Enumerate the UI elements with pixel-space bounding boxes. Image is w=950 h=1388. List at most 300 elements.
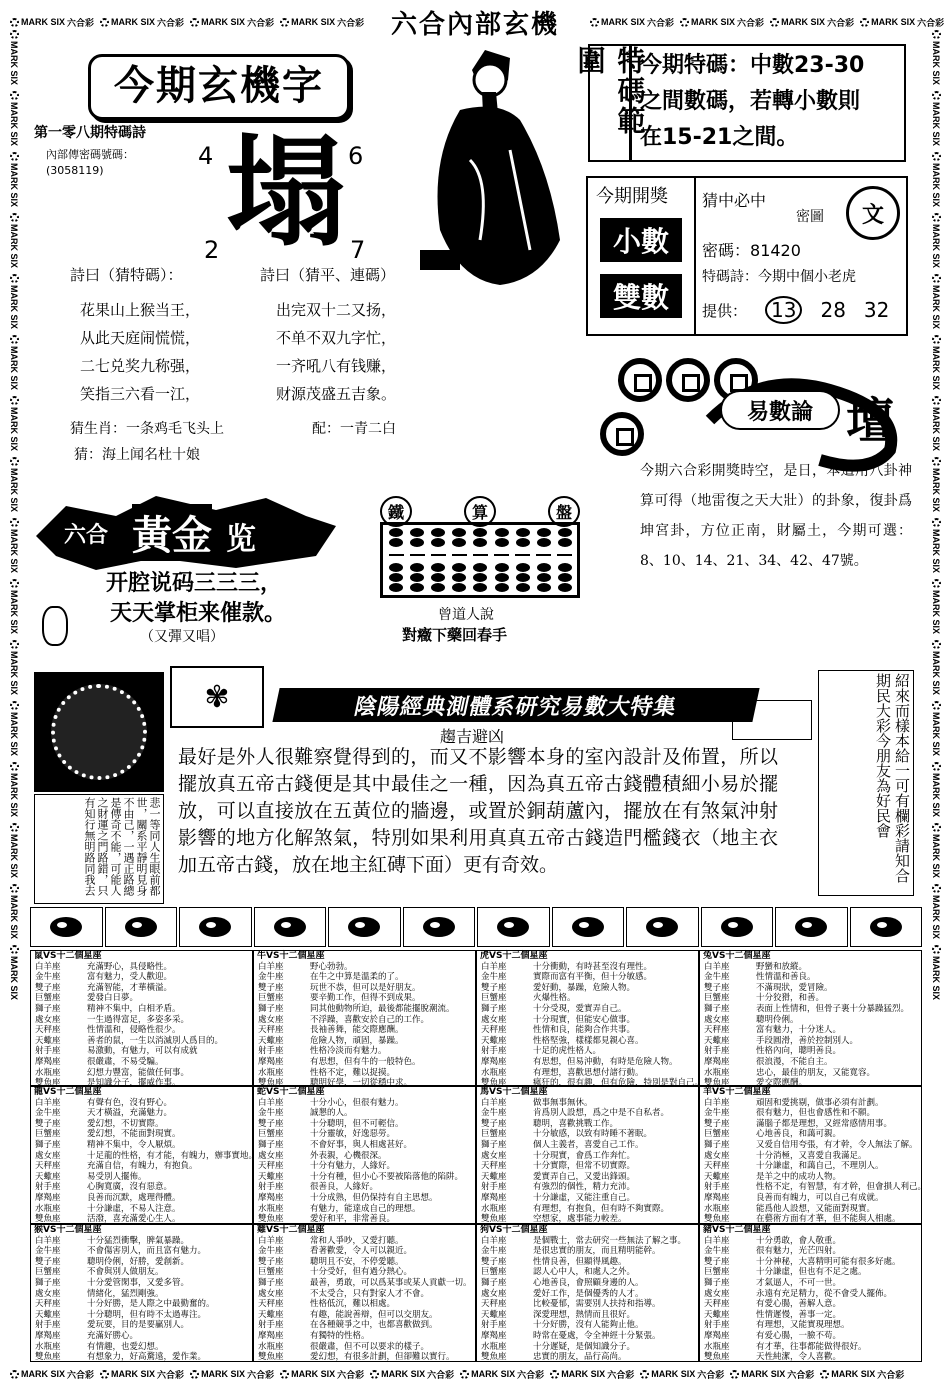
zodiac-row bbox=[254, 1331, 475, 1342]
zodiac-row bbox=[31, 1036, 252, 1047]
brand-token bbox=[9, 91, 19, 146]
flower-icon bbox=[10, 30, 19, 39]
zodiac-sign-name: 雙魚座 bbox=[704, 1352, 730, 1363]
brand-token bbox=[9, 823, 19, 878]
zodiac-row bbox=[700, 1278, 921, 1289]
flower-icon bbox=[932, 945, 941, 954]
brand-token bbox=[9, 640, 19, 695]
zodiac-row bbox=[700, 1193, 921, 1204]
flower-icon bbox=[10, 701, 19, 710]
zodiac-row bbox=[477, 1246, 698, 1257]
flower-icon bbox=[590, 18, 599, 27]
abacus-rod bbox=[556, 527, 572, 593]
zodiac-desc: 認人心中人，和處人之外。 bbox=[533, 1267, 636, 1278]
zodiac-sign-name: 白羊座 bbox=[35, 1235, 61, 1246]
zodiac-row bbox=[254, 993, 475, 1004]
zodiac-sign-name: 巨蟹座 bbox=[258, 1267, 284, 1278]
brand-en: MARK SIX bbox=[9, 41, 19, 86]
zodiac-sign-name: 雙子座 bbox=[481, 982, 507, 993]
zodiac-sign-name: 摩羯座 bbox=[704, 1192, 730, 1203]
zodiac-sign-name: 金牛座 bbox=[258, 1108, 284, 1119]
header-title: 六合內部玄機 bbox=[390, 10, 559, 40]
zodiac-row bbox=[31, 1057, 252, 1068]
left-border bbox=[2, 30, 26, 1366]
zodiac-sign-name: 雙子座 bbox=[704, 1118, 730, 1129]
brand-en: MARK SIX bbox=[561, 1369, 606, 1379]
zodiac-row bbox=[254, 1057, 475, 1068]
brand-en: MARK SIX bbox=[931, 407, 941, 452]
zodiac-desc: 有想象力，好高騖遠，愛作業。 bbox=[87, 1352, 207, 1363]
zodiac-row bbox=[254, 1068, 475, 1079]
zodiac-desc: 十分狡猾，和善。 bbox=[756, 993, 825, 1004]
zodiac-desc: 有才華，往事都能做得很好。 bbox=[756, 1341, 867, 1352]
brand-token bbox=[931, 274, 941, 329]
zodiac-row bbox=[254, 1025, 475, 1036]
zodiac-desc: 很有魅力，但也會感性和不願。 bbox=[756, 1108, 876, 1119]
zodiac-row bbox=[254, 983, 475, 994]
zodiac-cell bbox=[476, 950, 704, 1089]
zodiac-sign-name: 摩羯座 bbox=[481, 1192, 507, 1203]
zodiac-desc: 愛玩要，目的是要贏別人。 bbox=[87, 1320, 190, 1331]
zodiac-desc: 有獨特的性格。 bbox=[310, 1330, 370, 1341]
flower-icon bbox=[932, 152, 941, 161]
xuanji-badge: 今期玄機字 bbox=[88, 54, 350, 120]
zodiac-sign-name: 雙魚座 bbox=[704, 1078, 730, 1089]
zodiac-row bbox=[477, 1342, 698, 1353]
zodiac-row bbox=[254, 1320, 475, 1331]
zodiac-row bbox=[254, 1161, 475, 1172]
brand-token bbox=[931, 152, 941, 207]
corner-number-bl: 2 bbox=[204, 236, 220, 264]
zodiac-sign-name: 天秤座 bbox=[35, 1161, 61, 1172]
zodiac-desc: 聰明且不安，不停愛聽。 bbox=[310, 1256, 404, 1267]
zodiac-sign-name: 雙魚座 bbox=[704, 1214, 730, 1225]
zodiac-sign-name: 白羊座 bbox=[35, 1097, 61, 1108]
zodiac-row bbox=[254, 1098, 475, 1109]
zodiac-desc: 頑固和愛挑剔，做事必須有計劃。 bbox=[756, 1097, 884, 1108]
zodiac-sign-name: 金牛座 bbox=[35, 1246, 61, 1257]
zodiac-desc: 時常在憂處，令全神經十分緊張。 bbox=[533, 1330, 661, 1341]
zodiac-desc: 愛好工作，是個優秀的人才。 bbox=[533, 1288, 644, 1299]
brand-token bbox=[680, 16, 764, 29]
zodiac-sign-name: 天蠍座 bbox=[481, 1309, 507, 1320]
zodiac-desc: 十分謙虛，但也有不足之處。 bbox=[756, 1267, 867, 1278]
poem-right-line: 不单不双九字忙， bbox=[276, 329, 397, 347]
zodiac-sign-icon bbox=[626, 907, 699, 947]
brand-en: MARK SIX bbox=[931, 224, 941, 269]
zodiac-desc: 十分受現，愛實弄自己。 bbox=[533, 1003, 627, 1014]
zodiac-desc: 表面上性情和，但骨子裏十分暴躁猛烈。 bbox=[756, 1003, 910, 1014]
zodiac-row bbox=[477, 1161, 698, 1172]
zodiac-desc: 愛幻想，不能面對現實。 bbox=[87, 1129, 181, 1140]
zodiac-desc: 有聲有色，沒有野心。 bbox=[87, 1097, 173, 1108]
zodiac-sign-name: 雙魚座 bbox=[35, 1214, 61, 1225]
zodiac-desc: 十分現實，會爲工作奔忙。 bbox=[533, 1150, 636, 1161]
zodiac-desc: 富有魅力，十分迷人。 bbox=[756, 1025, 842, 1036]
brand-token bbox=[770, 16, 854, 29]
zodiac-sign-icon bbox=[328, 907, 401, 947]
flower-icon bbox=[190, 1370, 199, 1379]
zodiac-row bbox=[254, 1046, 475, 1057]
zodiac-desc: 有理想，又能實現理想。 bbox=[756, 1320, 850, 1331]
zodiac-desc: 不滿現狀，愛冒險。 bbox=[756, 982, 833, 993]
brand-en: MARK SIX bbox=[9, 529, 19, 574]
brand-cn: 六合彩 bbox=[737, 17, 765, 28]
zodiac-desc: 性情溫和善良。 bbox=[756, 972, 816, 983]
zodiac-row bbox=[700, 1310, 921, 1321]
brand-token bbox=[460, 1368, 544, 1381]
zodiac-row bbox=[477, 972, 698, 983]
secret-image: 文 bbox=[846, 186, 900, 240]
zodiac-desc: 十分實際，但常不切實際。 bbox=[533, 1161, 636, 1172]
flower-icon bbox=[932, 884, 941, 893]
zodiac-desc: 十足的虎性格人。 bbox=[533, 1046, 602, 1057]
bottom-border bbox=[10, 1366, 940, 1382]
zodiac-sign-name: 摩羯座 bbox=[258, 1056, 284, 1067]
zodiac-row bbox=[31, 1257, 252, 1268]
zodiac-sign-name: 處女座 bbox=[35, 1288, 61, 1299]
zodiac-cell-title: 羊VS十二個星座 bbox=[703, 1087, 771, 1097]
flower-icon bbox=[10, 274, 19, 283]
zodiac-desc: 易受別人擺佈。 bbox=[87, 1171, 147, 1182]
zodiac-sign-name: 水瓶座 bbox=[704, 1341, 730, 1352]
zodiac-desc: 十分靈敏，好逸惡勞。 bbox=[310, 1129, 396, 1140]
zodiac-sign-name: 射手座 bbox=[481, 1320, 507, 1331]
zodiac-row bbox=[700, 962, 921, 973]
zodiac-desc: 善者的鼠，一生以消滅別人爲目的。 bbox=[87, 1035, 224, 1046]
brand-token bbox=[9, 884, 19, 939]
compass-image bbox=[34, 672, 164, 792]
zodiac-row bbox=[31, 1119, 252, 1130]
brand-token bbox=[931, 884, 941, 939]
zodiac-desc: 在藝術方面有才華，但不能與人相處。 bbox=[756, 1214, 901, 1225]
zodiac-sign-name: 摩羯座 bbox=[258, 1192, 284, 1203]
zodiac-desc: 有強烈的個性，精力充沛。 bbox=[533, 1182, 636, 1193]
flower-icon bbox=[280, 18, 289, 27]
zodiac-row bbox=[700, 993, 921, 1004]
zodiac-cell bbox=[476, 1086, 699, 1224]
zodiac-desc: 性情和良，能夠合作共事。 bbox=[533, 1025, 636, 1036]
zodiac-cell-title: 蛇VS十二個星座 bbox=[257, 1087, 325, 1097]
zodiac-sign-name: 雙子座 bbox=[704, 1256, 730, 1267]
zodiac-cell-title: 狗VS十二個星座 bbox=[480, 1225, 548, 1235]
abacus-caption: 對癥下藥回春手 bbox=[402, 626, 508, 644]
zodiac-sign-name: 白羊座 bbox=[481, 1235, 507, 1246]
zodiac-desc: 有爱心腸，一臉不苟。 bbox=[756, 1330, 842, 1341]
zodiac-sign-name: 摩羯座 bbox=[704, 1330, 730, 1341]
brand-en: MARK SIX bbox=[931, 529, 941, 574]
tema-range-line: 在15-21之間。 bbox=[640, 125, 799, 150]
corner-number-br: 7 bbox=[350, 236, 366, 264]
zodiac-desc: 富有魅力，受人歡迎。 bbox=[87, 972, 173, 983]
zodiac-sign-name: 摩羯座 bbox=[35, 1330, 61, 1341]
zodiac-row bbox=[477, 983, 698, 994]
zodiac-row bbox=[254, 1342, 475, 1353]
zodiac-desc: 性情遲慢，善事一定。 bbox=[756, 1309, 842, 1320]
zodiac-sign-name: 獅子座 bbox=[481, 1277, 507, 1288]
zodiac-sign-name: 雙魚座 bbox=[35, 1352, 61, 1363]
zodiac-row bbox=[254, 1310, 475, 1321]
zodiac-row bbox=[254, 1129, 475, 1140]
zodiac-desc: 性情良善，但顯得風趣。 bbox=[533, 1256, 627, 1267]
brand-cn: 六合彩 bbox=[67, 1369, 95, 1380]
zodiac-cell-title: 猴VS十二個星座 bbox=[34, 1225, 102, 1235]
brand-cn: 六合彩 bbox=[67, 17, 95, 28]
brand-en: MARK SIX bbox=[651, 1369, 696, 1379]
zodiac-sign-name: 雙子座 bbox=[704, 982, 730, 993]
zodiac-sign-name: 金牛座 bbox=[481, 972, 507, 983]
zodiac-desc: 滿腦子都是理想，又經常感情用事。 bbox=[756, 1118, 893, 1129]
zodiac-sign-name: 摩羯座 bbox=[481, 1330, 507, 1341]
zodiac-sign-name: 雙子座 bbox=[35, 1118, 61, 1129]
zodiac-sign-name: 摩羯座 bbox=[258, 1330, 284, 1341]
brand-token bbox=[100, 16, 184, 29]
brand-en: MARK SIX bbox=[781, 17, 826, 27]
brand-en: MARK SIX bbox=[691, 17, 736, 27]
flower-icon bbox=[932, 30, 941, 39]
brand-token bbox=[9, 335, 19, 390]
poem-left bbox=[80, 296, 280, 408]
brand-token bbox=[190, 16, 274, 29]
flower-icon bbox=[730, 1370, 739, 1379]
seal-stamp bbox=[42, 606, 68, 646]
zodiac-sign-name: 雙魚座 bbox=[258, 1078, 284, 1089]
zodiac-sign-icon bbox=[30, 907, 103, 947]
zodiac-row bbox=[477, 1025, 698, 1036]
coin-icon bbox=[618, 358, 662, 402]
zodiac-sign-name: 處女座 bbox=[481, 1288, 507, 1299]
zodiac-sign-icon bbox=[105, 907, 178, 947]
zodiac-desc: 不會傷害別人，而且富有魅力。 bbox=[87, 1246, 207, 1257]
fengshui-paragraph: 最好是外人很難察覺得到的，而又不影響本身的室內設計及佈置，所以擺放真五帝古錢便是其中最佳之一種，因為真五帝古錢體積細小易於擺放，可以直接放在五黃位的牆邊，或置於銅葫蘆內，擺放在有煞氣沖射影響的地方化解煞氣，特別如果利用真真五帝古錢造門檻錢衣（地主衣加五帝古錢，放在地主紅磚下面）更有奇效。 bbox=[178, 746, 778, 876]
flower-icon bbox=[932, 762, 941, 771]
brand-en: MARK SIX bbox=[9, 285, 19, 330]
zodiac-sign-name: 射手座 bbox=[258, 1046, 284, 1057]
flower-icon bbox=[932, 579, 941, 588]
flower-icon bbox=[10, 945, 19, 954]
zodiac-row bbox=[31, 1204, 252, 1215]
secret-code-value: 81420 bbox=[750, 241, 801, 260]
brand-en: MARK SIX bbox=[9, 224, 19, 269]
zodiac-sign-name: 金牛座 bbox=[35, 1108, 61, 1119]
zodiac-row bbox=[477, 1068, 698, 1079]
zodiac-sign-name: 獅子座 bbox=[481, 1003, 507, 1014]
zodiac-cell bbox=[30, 950, 253, 1089]
zodiac-row bbox=[31, 1129, 252, 1140]
abacus-author: 曾道人說 bbox=[438, 607, 494, 623]
fengshui-banner-text: 陰陽經典測體系研究易數大特集 bbox=[351, 693, 680, 720]
brand-token bbox=[931, 640, 941, 695]
brand-cn: 六合彩 bbox=[337, 1369, 365, 1380]
flower-icon bbox=[932, 701, 941, 710]
zodiac-desc: 十足龍的性格，有才能，有魄力，辦事實地。 bbox=[87, 1150, 258, 1161]
zodiac-sign-name: 金牛座 bbox=[704, 1108, 730, 1119]
zodiac-row bbox=[31, 1150, 258, 1162]
zodiac-row bbox=[31, 1236, 252, 1247]
brand-en: MARK SIX bbox=[931, 102, 941, 147]
zodiac-sign-name: 巨蟹座 bbox=[35, 1267, 61, 1278]
zodiac-cell-title: 鼠VS十二個星座 bbox=[34, 951, 102, 961]
zodiac-row bbox=[477, 1119, 698, 1130]
zodiac-sign-name: 獅子座 bbox=[35, 1277, 61, 1288]
zodiac-row bbox=[477, 1098, 698, 1109]
abacus-title-char: 盤 bbox=[548, 496, 580, 527]
abacus-rod bbox=[388, 527, 404, 593]
brand-en: MARK SIX bbox=[9, 834, 19, 879]
zodiac-sign-name: 雙子座 bbox=[258, 982, 284, 993]
zodiac-row bbox=[31, 1004, 252, 1015]
zodiac-desc: 幻想力豐富，能做任何事。 bbox=[87, 1067, 190, 1078]
option-small bbox=[600, 218, 682, 262]
zodiac-sign-name: 天蠍座 bbox=[704, 1171, 730, 1182]
zodiac-sign-icon bbox=[850, 907, 923, 947]
zodiac-row bbox=[477, 1036, 698, 1047]
zodiac-row bbox=[31, 1193, 252, 1204]
zodiac-sign-name: 雙子座 bbox=[35, 1256, 61, 1267]
zodiac-desc: 玩世不恭，但可以是好朋友。 bbox=[310, 982, 421, 993]
abacus-rod bbox=[409, 527, 425, 593]
brand-cn: 六合彩 bbox=[647, 17, 675, 28]
zodiac-sign-name: 射手座 bbox=[704, 1320, 730, 1331]
zodiac-sign-name: 雙魚座 bbox=[258, 1352, 284, 1363]
zodiac-desc: 忠實的朋友，品行高尚。 bbox=[533, 1352, 627, 1363]
zodiac-row bbox=[700, 1151, 921, 1162]
zodiac-desc: 易激動，有魅力，可以有成就 bbox=[87, 1046, 198, 1057]
zodiac-sign-name: 金牛座 bbox=[481, 1246, 507, 1257]
fengshui-left-text: 悲一等同人生眼前都世，關系平靜明見身不由己，一遇正路總是傳奇不能，可能人之財運之門路錯，只有知行無明路同我去 bbox=[34, 794, 164, 904]
zodiac-row bbox=[477, 1172, 698, 1183]
zodiac-sign-name: 金牛座 bbox=[481, 1108, 507, 1119]
zodiac-row bbox=[700, 1036, 921, 1047]
zodiac-desc: 野心勃勃。 bbox=[310, 961, 353, 972]
brand-en: MARK SIX bbox=[931, 834, 941, 879]
abacus-rod bbox=[514, 527, 530, 593]
zodiac-row bbox=[31, 1267, 252, 1278]
poem-left-line: 从此天庭闹慌慌， bbox=[80, 329, 201, 347]
zodiac-row bbox=[700, 1119, 921, 1130]
poem-right bbox=[276, 296, 476, 408]
guess-zodiac-left: 猜生肖：一条鸡毛飞头上 bbox=[70, 421, 224, 437]
zodiac-row bbox=[31, 962, 252, 973]
brand-token bbox=[820, 1368, 904, 1381]
zodiac-desc: 十分聰明，但有時不太過專注。 bbox=[87, 1309, 207, 1320]
flower-icon bbox=[640, 1370, 649, 1379]
zodiac-row bbox=[477, 1310, 698, 1321]
zodiac-sign-name: 天秤座 bbox=[704, 1161, 730, 1172]
flower-icon bbox=[820, 1370, 829, 1379]
zodiac-sign-name: 巨蟹座 bbox=[481, 993, 507, 1004]
fengshui-subtitle: 趨吉避凶 bbox=[440, 727, 505, 746]
brand-en: MARK SIX bbox=[9, 468, 19, 513]
zodiac-sign-name: 摩羯座 bbox=[481, 1056, 507, 1067]
flower-icon bbox=[10, 457, 19, 466]
brand-cn: 六合彩 bbox=[787, 1369, 815, 1380]
zodiac-desc: 性格內向，聰明善良。 bbox=[756, 1046, 842, 1057]
brand-token bbox=[9, 396, 19, 451]
zodiac-cell bbox=[699, 950, 922, 1089]
zodiac-desc: 十分謙虛，又能注重自己。 bbox=[533, 1192, 636, 1203]
brand-token bbox=[9, 762, 19, 817]
zodiac-desc: 有思想，但易沖動，有時是危險人物。 bbox=[533, 1056, 678, 1067]
option-small-text: 小數 bbox=[612, 225, 669, 258]
flower-icon bbox=[10, 1370, 19, 1379]
zodiac-desc: 很浪漫，不能自主。 bbox=[756, 1056, 833, 1067]
zodiac-sign-name: 處女座 bbox=[258, 1288, 284, 1299]
brand-en: MARK SIX bbox=[111, 1369, 156, 1379]
zodiac-row bbox=[477, 1236, 698, 1247]
zodiac-desc: 有情趣，也愛幻想。 bbox=[87, 1341, 164, 1352]
right-border bbox=[924, 30, 948, 1366]
brand-en: MARK SIX bbox=[201, 17, 246, 27]
flower-icon bbox=[932, 274, 941, 283]
zodiac-desc: 火爆性格。 bbox=[533, 993, 576, 1004]
brand-en: MARK SIX bbox=[111, 17, 156, 27]
zodiac-sign-name: 處女座 bbox=[481, 1150, 507, 1161]
zodiac-sign-name: 獅子座 bbox=[704, 1003, 730, 1014]
zodiac-desc: 良善而有魄力，可以自己有成就。 bbox=[756, 1192, 884, 1203]
golden-signature: （又彈又唱） bbox=[140, 629, 224, 645]
brand-en: MARK SIX bbox=[471, 1369, 516, 1379]
zodiac-cell-title: 兔VS十二個星座 bbox=[703, 951, 771, 961]
zodiac-sign-name: 天秤座 bbox=[258, 1025, 284, 1036]
flower-icon: ✾ bbox=[204, 679, 230, 715]
zodiac-row bbox=[254, 1278, 475, 1289]
zodiac-row bbox=[254, 1108, 475, 1119]
zodiac-row bbox=[254, 1036, 475, 1047]
zodiac-sign-name: 天秤座 bbox=[704, 1299, 730, 1310]
zodiac-row bbox=[700, 1068, 921, 1079]
zodiac-sign-name: 巨蟹座 bbox=[35, 1129, 61, 1140]
zodiac-sign-name: 處女座 bbox=[258, 1014, 284, 1025]
flower-icon bbox=[10, 335, 19, 344]
abacus-rod bbox=[493, 527, 509, 593]
zodiac-row bbox=[700, 972, 921, 983]
zodiac-sign-name: 射手座 bbox=[704, 1046, 730, 1057]
brand-en: MARK SIX bbox=[741, 1369, 786, 1379]
zodiac-row bbox=[254, 1193, 475, 1204]
zodiac-cell bbox=[30, 1224, 253, 1362]
zodiac-row bbox=[700, 1246, 921, 1257]
flower-icon bbox=[100, 1370, 109, 1379]
zodiac-row bbox=[31, 1046, 252, 1057]
provide-number: 28 bbox=[820, 298, 846, 322]
zodiac-row bbox=[254, 1119, 475, 1130]
flower-icon bbox=[10, 213, 19, 222]
zodiac-row bbox=[477, 962, 698, 973]
brand-en: MARK SIX bbox=[9, 102, 19, 147]
zodiac-desc: 精神不集中，白相矛盾。 bbox=[87, 1003, 181, 1014]
zodiac-row bbox=[254, 1289, 475, 1300]
yishu-text: 今期六合彩開獎時空，是日，本道用八卦神算可得（地雷復之天大壯）的卦象，復卦爲坤宮卦，方位正南，財屬土，今期可選：8、10、14、21、34、42、47號。 bbox=[640, 463, 912, 569]
brand-en: MARK SIX bbox=[291, 1369, 336, 1379]
zodiac-sign-name: 白羊座 bbox=[704, 961, 730, 972]
zodiac-desc: 空想家，處事能力較差。 bbox=[533, 1214, 627, 1225]
golden-title-left: 六合 bbox=[64, 522, 109, 548]
zodiac-desc: 十分聰明，但不可輕信。 bbox=[310, 1118, 404, 1129]
zodiac-desc: 不浮躁，喜歡安於自己的工作。 bbox=[310, 1014, 430, 1025]
zodiac-desc: 肯爲別人設想，爲之中是不自私者。 bbox=[533, 1108, 670, 1119]
zodiac-sign-name: 水瓶座 bbox=[35, 1341, 61, 1352]
zodiac-row bbox=[700, 1267, 921, 1278]
brand-en: MARK SIX bbox=[9, 895, 19, 940]
zodiac-sign-name: 天秤座 bbox=[704, 1025, 730, 1036]
zodiac-sign-name: 天秤座 bbox=[258, 1299, 284, 1310]
brand-token bbox=[370, 1368, 454, 1381]
zodiac-row bbox=[254, 972, 475, 983]
zodiac-sign-name: 巨蟹座 bbox=[258, 993, 284, 1004]
zodiac-desc: 忠心，最佳的朋友，又能寬容。 bbox=[756, 1067, 876, 1078]
brand-en: MARK SIX bbox=[601, 17, 646, 27]
